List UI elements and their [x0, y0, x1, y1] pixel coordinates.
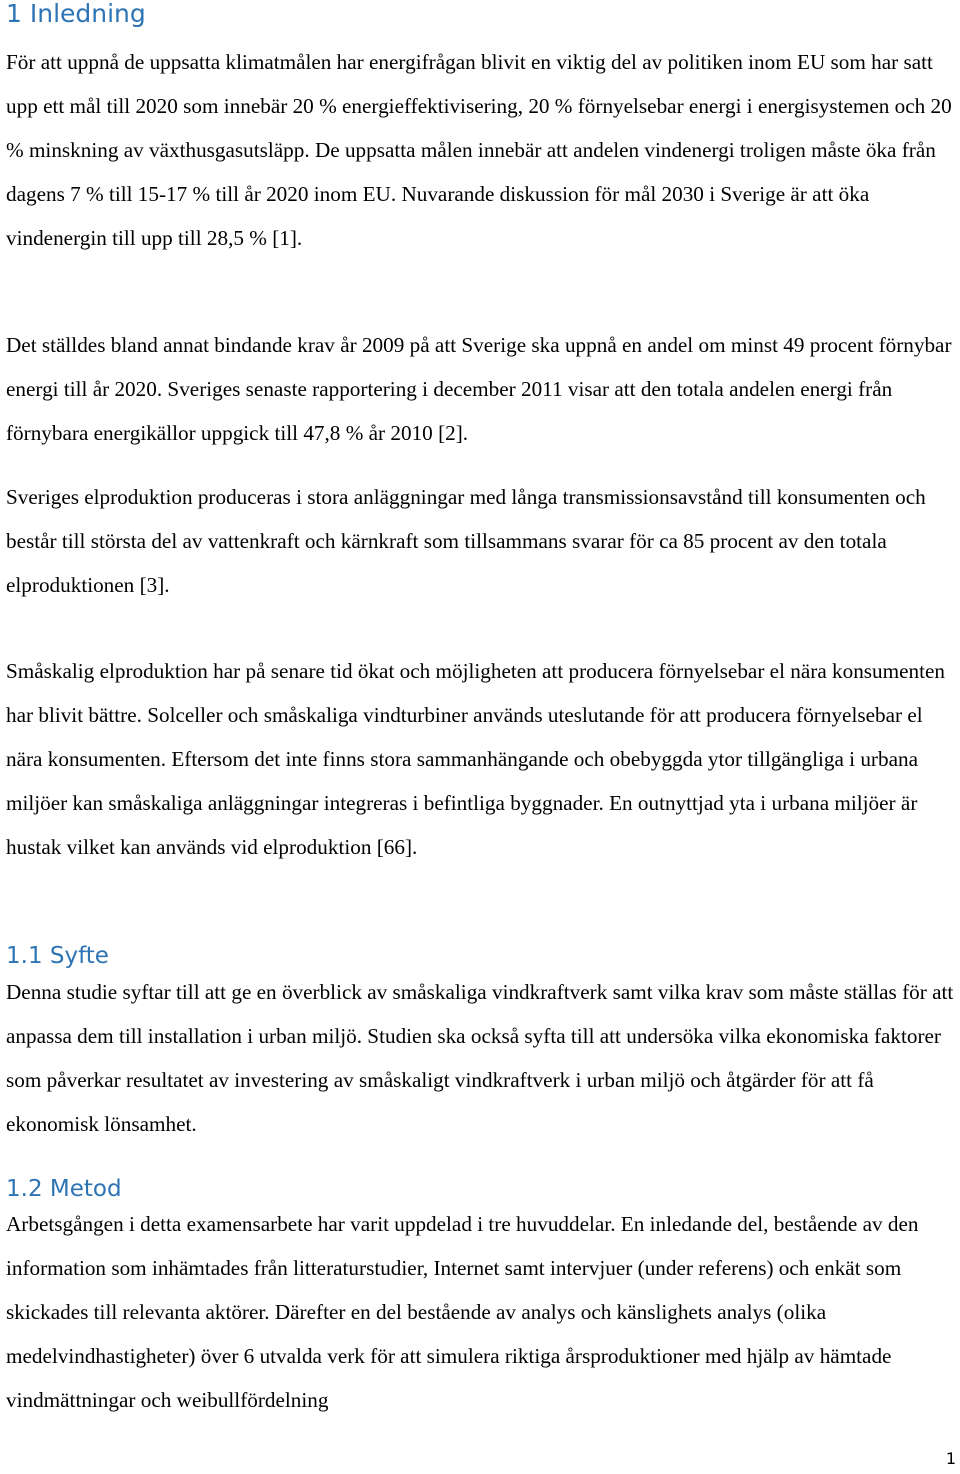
paragraph-smaskalig: Småskalig elproduktion har på senare tid ökat och möjligheten att producera förnyelsebar el nära konsumenten har blivit bättre. Solceller och småskaliga vindturbiner används uteslutande för att producera förnyelsebar el nära konsumenten. Eftersom det inte finns stora sammanhängande och obebyggda ytor tillgängliga i urbana miljöer kan småskaliga anläggningar integreras i befintliga byggnader. En outnyttjad yta i urbana miljöer är hustak vilket kan används vid elproduktion [66]. — [6, 659, 946, 859]
paragraph-metod: Arbetsgången i detta examensarbete har varit uppdelad i tre huvuddelar. En inledande del, bestående av den information som inhämtades från litteraturstudier, Internet samt intervjuer (under referens) och enkät som skickades till relevanta aktörer. Därefter en del bestående av analys och känslighets analys (olika medelvindhastigheter) över 6 utvalda verk för att simulera riktiga årsproduktioner med hjälp av hämtade vindmättningar och weibullfördelning — [6, 1212, 919, 1412]
paragraph-bindande-krav: Det ställdes bland annat bindande krav år 2009 på att Sverige ska uppnå en andel om minst 49 procent förnybar energi till år 2020. Sveriges senaste rapportering i december 2011 visar att den totala andelen energi från förnybara energikällor uppgick till 47,8 % år 2010 [2]. — [6, 333, 952, 445]
page-number: 1 — [945, 1449, 956, 1468]
heading-inledning: 1 Inledning — [6, 0, 146, 28]
paragraph-syfte: Denna studie syftar till att ge en överblick av småskaliga vindkraftverk samt vilka krav som måste ställas för att anpassa dem till installation i urban miljö. Studien ska också syfta till att undersöka vilka ekonomiska faktorer som påverkar resultatet av investering av småskaligt vindkraftverk i urban miljö och åtgärder för att få ekonomisk lönsamhet. — [6, 980, 954, 1136]
paragraph-elproduktion: Sveriges elproduktion produceras i stora anläggningar med långa transmissionsavstånd till konsumenten och består till största del av vattenkraft och kärnkraft som tillsammans svarar för ca 85 procent av den totala elproduktionen [3]. — [6, 485, 926, 597]
paragraph-klimatmal: För att uppnå de uppsatta klimatmålen har energifrågan blivit en viktig del av politiken inom EU som har satt upp ett mål till 2020 som innebär 20 % energieffektivisering, 20 % förnyelsebar energi i energisystemen och 20 % minskning av växthusgasutsläpp. De uppsatta målen innebär att andelen vindenergi troligen måste öka från dagens 7 % till 15-17 % till år 2020 inom EU. Nuvarande diskussion för mål 2030 i Sverige är att öka vindenergin till upp till 28,5 % [1]. — [6, 50, 952, 250]
heading-syfte: 1.1 Syfte — [6, 943, 109, 969]
heading-metod: 1.2 Metod — [6, 1176, 122, 1202]
